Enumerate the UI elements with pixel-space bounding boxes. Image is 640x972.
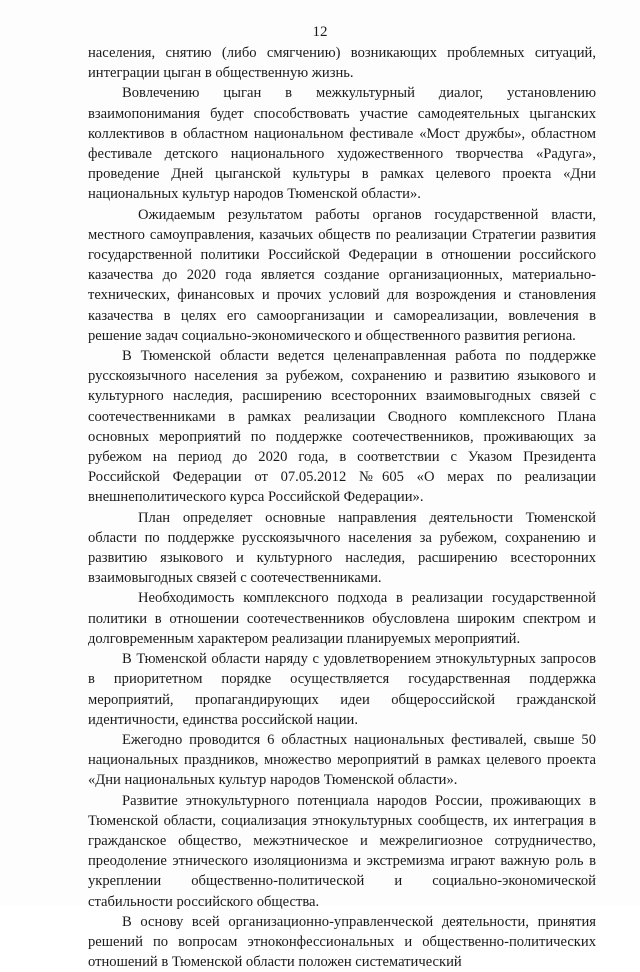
paragraph-comprehensive-approach: Необходимость комплексного подхода в реализации государственной политики в отношении соотечественников обусловлена широким спектром и долговременным характером реализации планируемых мероприятий. xyxy=(88,590,596,647)
paragraph-roma-dialogue: Вовлечению цыган в межкультурный диалог, установлению взаимопонимания будет способствовать участие самодеятельных цыганских коллективов в областном национальном фестивале «Мост дружбы», областном фестивале детского национального художественного творчества «Радуга», проведение Дней цыганской культуры в рамках целевого проекта «Дни национальных культур народов Тюменской области». xyxy=(88,85,596,203)
paragraph-ethnocultural-support: В Тюменской области наряду с удовлетворением этнокультурных запросов в приоритетном порядке осуществляется государственная поддержка мероприятий, пропагандирующих идеи общероссийской гражданской идентичности, единства российской нации. xyxy=(88,651,596,728)
paragraph-organizational-basis: В основу всей организационно-управленческой деятельности, принятия решений по вопросам этноконфессиональных и общественно-политических отношений в Тюменской области положен систематический xyxy=(88,913,596,971)
paragraph-festivals: Ежегодно проводится 6 областных национальных фестивалей, свыше 50 национальных праздников, множество мероприятий в рамках целевого проекта «Дни национальных культур народов Тюменской области». xyxy=(88,731,596,789)
document-body xyxy=(88,43,596,972)
paragraph-compatriots-support: В Тюменской области ведется целенаправленная работа по поддержке русскоязычного населения за рубежом, сохранению и развитию языкового и культурного наследия, расширению всесторонних взаимовыгодных связей с соотечественниками в рамках реализации Сводного комплексного Плана основных мероприятий по поддержке соотечественников, проживающих за рубежом на период до 2020 года, в соответствии с Указом Президента Российской Федерации от 07.05.2012 №605 «О мерах по реализации внешнеполитического курса Российской Федерации». xyxy=(88,348,596,506)
paragraph-plan-directions: План определяет основные направления деятельности Тюменской области по поддержке русскоязычного населения за рубежом, сохранению и развитию языкового и культурного наследия, расширению всесторонних взаимовыгодных связей с соотечественниками. xyxy=(88,509,596,587)
paragraph-continuation: населения, снятию (либо смягчению) возникающих проблемных ситуаций, интеграции цыган в общественную жизнь. xyxy=(88,45,596,82)
paragraph-cossack-strategy: Ожидаемым результатом работы органов государственной власти, местного самоуправления, казачьих обществ по реализации Стратегии развития государственной политики Российской Федерации в отношении российского казачества до 2020 года является создание организационных, материально-технических, финансовых и прочих условий для возрождения и становления казачества в целях его самоорганизации и самореализации, вовлечения в решение задач социально-экономического и общественного развития региона. xyxy=(88,206,596,344)
paragraph-ethnocultural-potential: Развитие этнокультурного потенциала народов России, проживающих в Тюменской области, социализация этнокультурных сообществ, их интеграция в гражданское общество, межэтническое и межрелигиозное сотрудничество, преодоление этнического изоляционизма и экстремизма играют важную роль в укреплении общественно-политической и социально-экономической стабильности российского общества. xyxy=(88,792,596,910)
page-number: 12 xyxy=(312,24,328,40)
